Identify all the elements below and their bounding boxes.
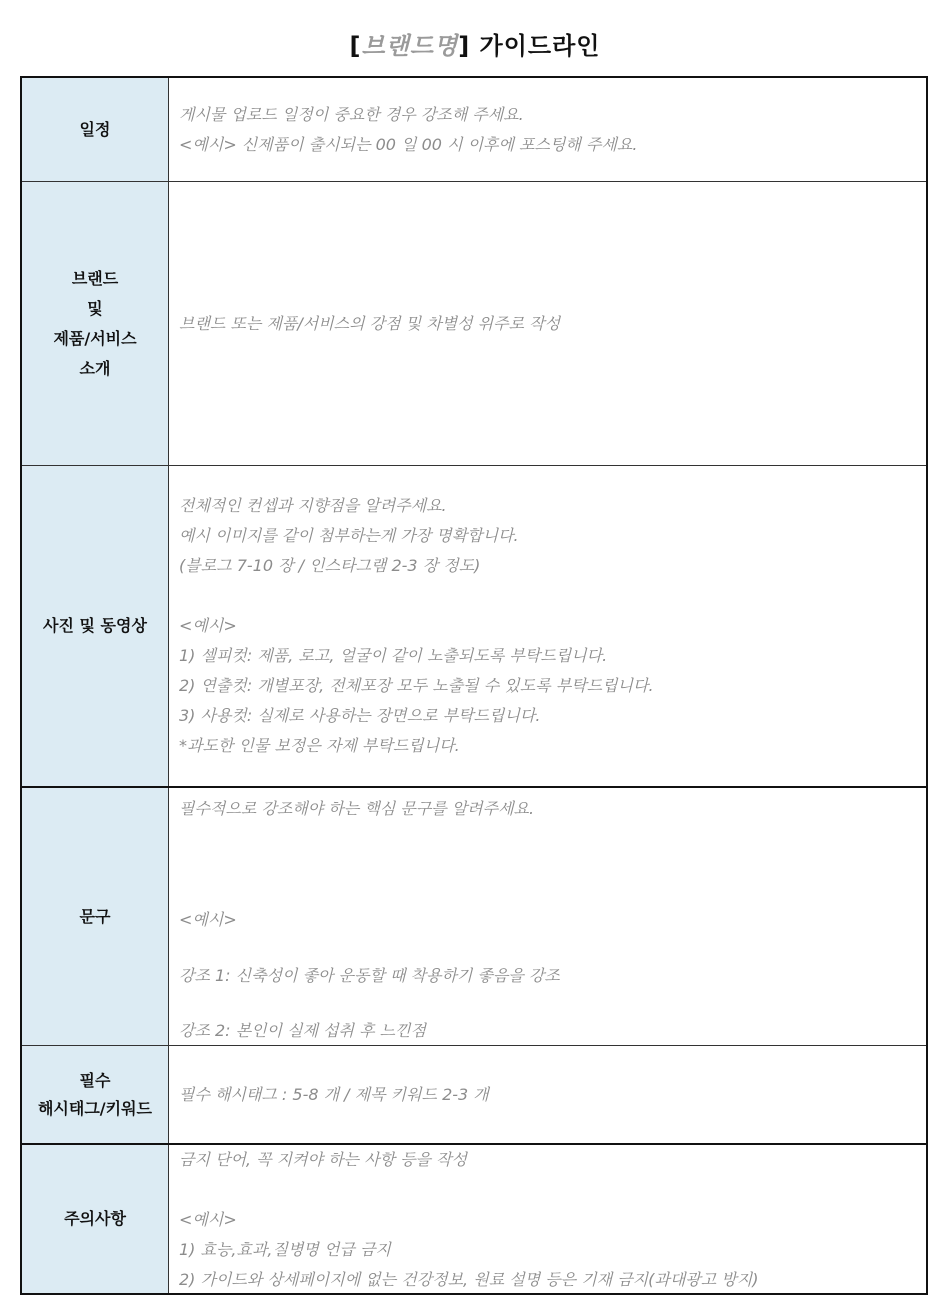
content-line bbox=[179, 990, 916, 1016]
label-photo-video bbox=[22, 466, 169, 786]
label-line: 문구 bbox=[79, 906, 111, 926]
label-line: 제품/서비스 bbox=[53, 328, 137, 348]
content-line: <예시> bbox=[179, 1210, 237, 1229]
content-line bbox=[179, 1175, 916, 1205]
row-schedule bbox=[22, 78, 926, 181]
label-line: 브랜드 bbox=[71, 268, 119, 288]
title-brand-placeholder: 브랜드명 bbox=[361, 32, 459, 60]
label-copy bbox=[22, 788, 169, 1045]
label-line: 및 bbox=[87, 298, 103, 318]
content-line bbox=[179, 851, 916, 879]
label-line: 소개 bbox=[79, 358, 111, 378]
label-schedule bbox=[22, 78, 169, 181]
page-title bbox=[0, 26, 950, 61]
content-copy bbox=[169, 788, 926, 1045]
title-bracket-open: [ bbox=[349, 32, 362, 60]
content-line: 게시물 업로드 일정이 중요한 경우 강조해 주세요. bbox=[179, 104, 524, 124]
content-line: <예시> 신제품이 출시되는 00 일 00 시 이후에 포스팅해 주세요. bbox=[179, 134, 638, 154]
content-line: 1) 셀피컷: 제품, 로고, 얼굴이 같이 노출되도록 부탁드립니다. bbox=[179, 646, 608, 665]
content-line: 1) 효능,효과,질병명 언급 금지 bbox=[179, 1240, 391, 1259]
content-line: 2) 연출컷: 개별포장, 전체포장 모두 노출될 수 있도록 부탁드립니다. bbox=[179, 676, 654, 695]
content-line: 필수적으로 강조해야 하는 핵심 문구를 알려주세요. bbox=[179, 799, 535, 818]
content-schedule bbox=[169, 78, 926, 181]
content-hashtags bbox=[169, 1046, 926, 1143]
content-line: 예시 이미지를 같이 첨부하는게 가장 명확합니다. bbox=[179, 526, 519, 545]
title-rest: ] 가이드라인 bbox=[458, 32, 601, 60]
content-line: 강조 1: 신축성이 좋아 운동할 때 착용하기 좋음을 강조 bbox=[179, 965, 560, 985]
label-brand-intro bbox=[22, 182, 169, 465]
label-line: 주의사항 bbox=[64, 1209, 126, 1228]
content-line: 금지 단어, 꼭 지켜야 하는 사항 등을 작성 bbox=[179, 1150, 467, 1169]
content-line: 2) 가이드와 상세페이지에 없는 건강정보, 원료 설명 등은 기재 금지(과대광고 방지) bbox=[179, 1270, 759, 1289]
content-line: *과도한 인물 보정은 자제 부탁드립니다. bbox=[179, 736, 460, 755]
content-cautions bbox=[169, 1145, 926, 1293]
content-line bbox=[179, 935, 916, 961]
content-line: 브랜드 또는 제품/서비스의 강점 및 차별성 위주로 작성 bbox=[179, 313, 561, 333]
content-line bbox=[179, 581, 916, 611]
label-line: 해시태그/키워드 bbox=[37, 1098, 153, 1118]
content-line: 3) 사용컷: 실제로 사용하는 장면으로 부탁드립니다. bbox=[179, 706, 541, 725]
content-line: <예시> bbox=[179, 616, 237, 635]
row-hashtags bbox=[22, 1045, 926, 1143]
content-line bbox=[179, 823, 916, 851]
content-photo-video bbox=[169, 466, 926, 786]
content-brand-intro bbox=[169, 182, 926, 465]
content-line: 필수 해시태그 : 5-8 개 / 제목 키워드 2-3 개 bbox=[179, 1084, 489, 1104]
guideline-table bbox=[20, 76, 928, 1295]
content-line bbox=[179, 879, 916, 905]
label-line: 필수 bbox=[79, 1070, 111, 1090]
row-brand-intro bbox=[22, 181, 926, 465]
label-hashtags bbox=[22, 1046, 169, 1143]
content-line: 전체적인 컨셉과 지향점을 알려주세요. bbox=[179, 496, 447, 515]
row-copy bbox=[22, 786, 926, 1045]
label-line: 일정 bbox=[79, 119, 111, 139]
content-line: <예시> bbox=[179, 910, 237, 930]
label-cautions bbox=[22, 1145, 169, 1293]
row-photo-video bbox=[22, 465, 926, 786]
content-line: 강조 2: 본인이 실제 섭취 후 느낀점 bbox=[179, 1020, 427, 1040]
row-cautions bbox=[22, 1143, 926, 1293]
content-line: (블로그 7-10 장 / 인스타그램 2-3 장 정도) bbox=[179, 556, 481, 575]
label-line: 사진 및 동영상 bbox=[43, 616, 147, 635]
